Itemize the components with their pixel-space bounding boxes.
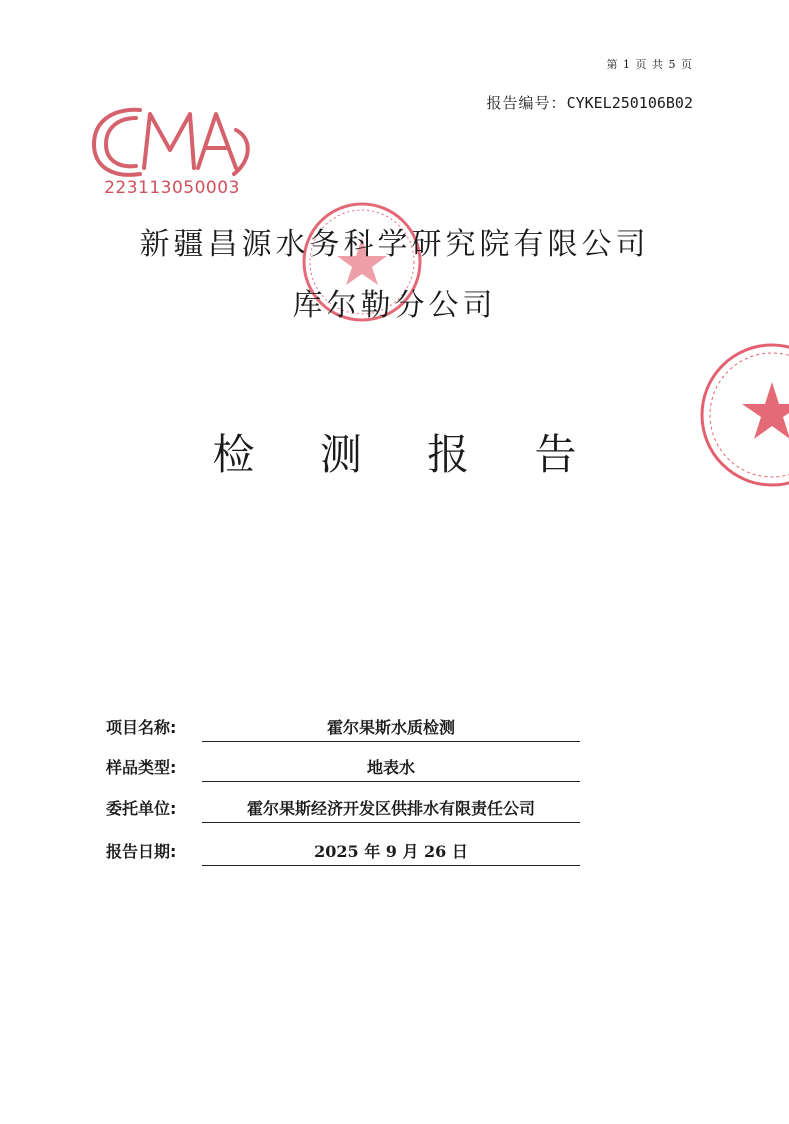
- report-number-label: 报告编号：: [486, 94, 567, 112]
- cma-registration-number: 223113050003: [104, 178, 240, 198]
- underline: [202, 822, 580, 823]
- info-label: 项目名称:: [106, 718, 177, 737]
- info-row-project: [106, 712, 580, 742]
- info-row-sample-type: [106, 752, 580, 782]
- info-row-client: [106, 793, 580, 823]
- page-number: 第 1 页 共 5 页: [606, 58, 693, 71]
- underline: [202, 741, 580, 742]
- info-value: 霍尔果斯水质检测: [326, 718, 455, 737]
- underline: [202, 865, 580, 866]
- info-value: 地表水: [366, 758, 415, 777]
- info-label: 报告日期:: [106, 842, 177, 861]
- report-number: [487, 92, 693, 113]
- underline: [202, 781, 580, 782]
- info-row-report-date: [106, 836, 580, 866]
- info-value: 霍尔果斯经济开发区供排水有限责任公司: [246, 799, 535, 818]
- info-value: 2025 年 9 月 26 日: [314, 842, 468, 861]
- report-number-value: CYKEL250106B02: [566, 94, 693, 112]
- info-label: 样品类型:: [106, 758, 177, 777]
- company-name-line2: 库尔勒分公司: [292, 288, 497, 323]
- info-label: 委托单位:: [106, 799, 177, 818]
- company-name-line1: 新疆昌源水务科学研究院有限公司: [139, 227, 650, 262]
- document-title: 检 测 报 告: [212, 430, 603, 479]
